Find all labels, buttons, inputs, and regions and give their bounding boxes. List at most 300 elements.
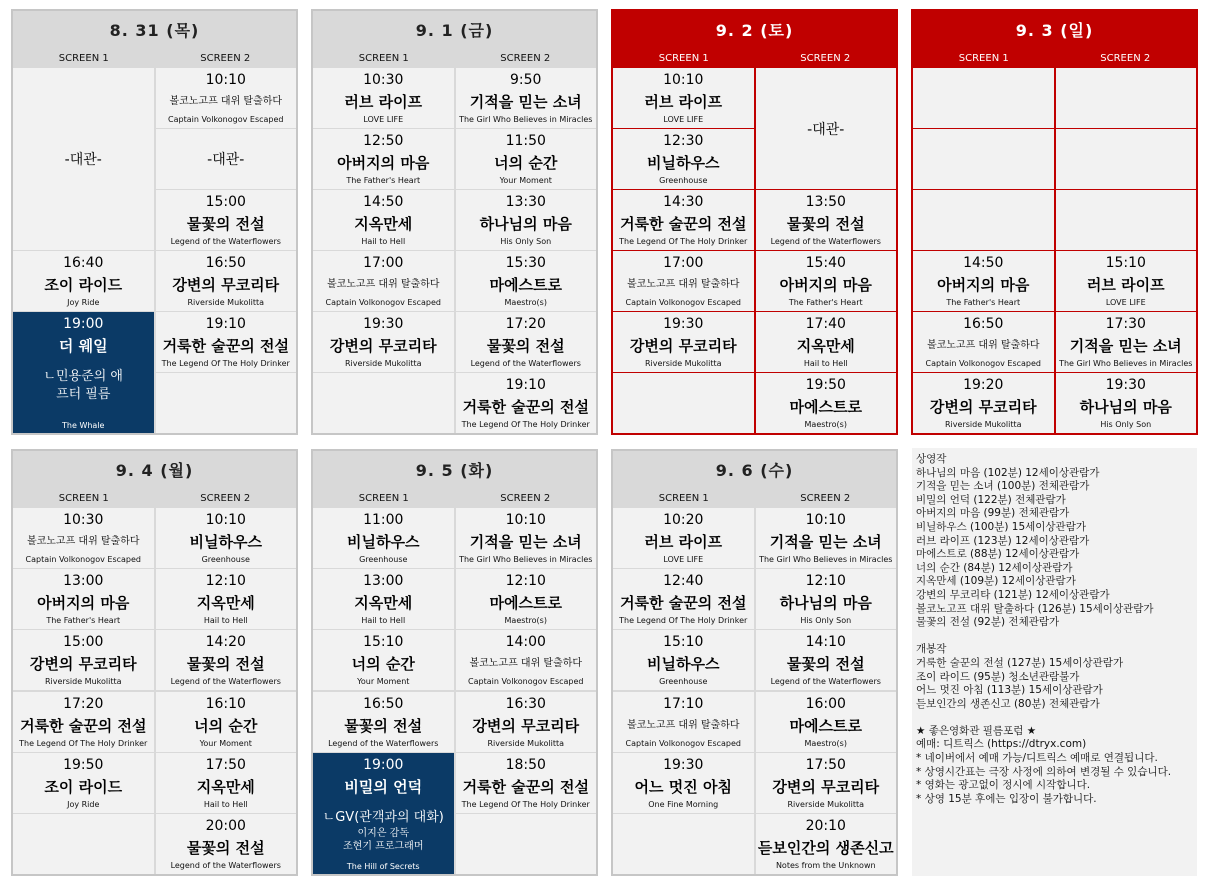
movie-title-en: Joy Ride <box>67 298 100 307</box>
showtime: 10:10 <box>205 512 246 528</box>
now-showing-item: 하나님의 마음 (102분) 12세이상관람가 <box>916 466 1100 479</box>
showtime-slot[interactable] <box>613 68 754 128</box>
guest-name: 조현기 프로그래머 <box>343 840 424 852</box>
showtime: 19:10 <box>205 316 246 332</box>
showtime: 14:30 <box>663 194 704 210</box>
movie-title-ko: 비닐하우스 <box>647 154 720 172</box>
movie-title-ko: 지옥만세 <box>196 594 255 613</box>
movie-title-en: LOVE LIFE <box>363 115 404 124</box>
showtime-slot[interactable] <box>13 692 154 752</box>
movie-title-ko: 볼코노고프 대위 탈출하다 <box>169 96 283 107</box>
schedule-grid <box>13 507 296 874</box>
screen-header: SCREEN 2 <box>500 53 551 64</box>
showtime: 17:10 <box>663 695 704 712</box>
screen-header: SCREEN 1 <box>58 493 109 504</box>
event-note: ㄴGV(관객과의 대화) <box>322 809 444 825</box>
movie-title-en: Captain Volkonogov Escaped <box>925 359 1041 368</box>
empty-slot <box>913 190 1054 250</box>
empty-slot <box>1056 190 1197 250</box>
movie-title-en: Legend of the Waterflowers <box>170 860 281 870</box>
movie-title-ko: 볼코노고프 대위 탈출하다 <box>26 536 140 547</box>
empty-slot <box>1056 129 1197 189</box>
closed-label: -대관- <box>64 152 102 168</box>
day-panel <box>11 449 298 876</box>
movie-title-ko: 볼코노고프 대위 탈출하다 <box>326 279 440 290</box>
movie-title-ko: 거룩한 술꾼의 전설 <box>20 716 147 735</box>
showtime: 15:10 <box>1105 255 1146 271</box>
movie-title-en: Captain Volkonogov Escaped <box>168 115 284 124</box>
showtime: 14:10 <box>805 634 846 651</box>
movie-title-ko: 거룩한 술꾼의 전설 <box>620 594 747 613</box>
movie-title-en: The Father's Heart <box>788 298 863 307</box>
showtime: 14:00 <box>505 634 546 651</box>
showtime-slot[interactable] <box>756 251 897 311</box>
showtime-slot[interactable] <box>156 251 297 311</box>
showtime: 12:10 <box>505 573 546 590</box>
movie-title-ko: 조이 라이드 <box>44 276 123 294</box>
movie-title-ko: 러브 라이프 <box>644 533 723 551</box>
showtime-slot[interactable] <box>456 373 597 433</box>
movie-title-en: Legend of the Waterflowers <box>170 237 281 246</box>
movie-title-en: The Legend Of The Holy Drinker <box>19 738 148 748</box>
showtime: 15:00 <box>63 634 104 651</box>
showtime-slot[interactable] <box>913 312 1054 372</box>
empty-slot <box>913 68 1054 128</box>
showtime-slot[interactable] <box>313 569 454 629</box>
showtime: 17:50 <box>205 756 246 773</box>
closed-slot <box>156 129 297 189</box>
movie-title-ko: 기적을 믿는 소녀 <box>1069 337 1182 355</box>
showtime: 19:00 <box>363 756 404 773</box>
movie-title-en: The Legend Of The Holy Drinker <box>461 420 590 429</box>
movie-title-ko: 아버지의 마음 <box>779 276 872 294</box>
movie-title-en: Captain Volkonogov Escaped <box>25 555 141 564</box>
day-panel <box>611 449 898 876</box>
now-showing-item: 너의 순간 (84분) 12세이상관람가 <box>916 561 1073 574</box>
showtime-slot[interactable] <box>156 569 297 629</box>
movie-title-ko: 물꽃의 전설 <box>786 215 865 233</box>
day-title: 9. 5 (화) <box>415 461 494 480</box>
screen-header: SCREEN 2 <box>1100 53 1151 64</box>
showtime-slot[interactable] <box>313 190 454 250</box>
showtime: 12:10 <box>805 573 846 590</box>
day-title: 9. 4 (월) <box>115 461 194 480</box>
notice-item: 예매: 디트릭스 (https://dtryx.com) <box>916 738 1087 751</box>
screen-column <box>613 507 755 874</box>
movie-title-ko: 더 웨일 <box>58 337 108 355</box>
showtime: 13:00 <box>63 573 104 590</box>
showtime-slot[interactable] <box>313 251 454 311</box>
movie-title-en: Legend of the Waterflowers <box>470 359 581 368</box>
movie-title-ko: 물꽃의 전설 <box>786 655 865 674</box>
movie-title-ko: 강변의 무코리타 <box>772 777 880 796</box>
showtime-slot[interactable] <box>756 312 897 372</box>
movie-title-en: The Legend Of The Holy Drinker <box>619 237 748 246</box>
opening-item: 어느 멋진 아침 (113분) 15세이상관람가 <box>916 684 1103 697</box>
showtime: 13:30 <box>505 194 546 210</box>
movie-title-ko: 너의 순간 <box>494 154 558 172</box>
movie-title-ko: 물꽃의 전설 <box>186 655 265 674</box>
movie-title-en: The Girl Who Believes in Miracles <box>459 555 593 564</box>
empty-slot <box>156 373 297 433</box>
movie-title-en: Hail to Hell <box>803 359 848 368</box>
closed-label: -대관- <box>207 152 245 168</box>
screen-column <box>313 67 455 433</box>
movie-title-en: The Legend Of The Holy Drinker <box>161 359 290 368</box>
empty-slot <box>613 373 754 433</box>
showtime: 16:50 <box>205 255 246 271</box>
showtime-slot[interactable] <box>456 190 597 250</box>
movie-title-en: Hail to Hell <box>361 616 406 626</box>
movie-title-en: Hail to Hell <box>361 237 406 246</box>
showtime-slot[interactable] <box>1056 251 1197 311</box>
showtime: 19:50 <box>63 756 104 773</box>
showtime: 17:40 <box>805 316 846 332</box>
movie-title-en: The Whale <box>62 421 105 430</box>
movie-title-ko: 아버지의 마음 <box>937 276 1030 294</box>
movie-title-en: One Fine Morning <box>648 799 719 809</box>
movie-title-en: Greenhouse <box>201 555 250 564</box>
screen-column <box>455 507 597 874</box>
showtime: 10:20 <box>663 512 704 528</box>
movie-title-en: His Only Son <box>1100 420 1152 429</box>
showtime: 15:00 <box>205 194 246 210</box>
showtime: 19:50 <box>805 377 846 393</box>
now-showing-item: 비밀의 언덕 (122분) 전체관람가 <box>916 493 1066 506</box>
showtime: 10:10 <box>205 72 246 88</box>
showtime-slot[interactable] <box>13 569 154 629</box>
movie-title-ko: 비닐하우스 <box>347 533 420 551</box>
movie-title-ko: 강변의 무코리타 <box>29 655 137 674</box>
movie-title-en: The Father's Heart <box>946 298 1021 307</box>
showtime: 15:40 <box>805 255 846 271</box>
showtime: 15:30 <box>505 255 546 271</box>
showtime-slot[interactable] <box>156 814 297 874</box>
movie-title-ko: 물꽃의 전설 <box>486 337 565 355</box>
now-showing-item: 아버지의 마음 (99분) 전체관람가 <box>916 507 1070 520</box>
screen-header: SCREEN 2 <box>200 53 251 64</box>
movie-title-ko: 볼코노고프 대위 탈출하다 <box>626 719 740 731</box>
movie-title-en: The Girl Who Believes in Miracles <box>759 555 893 564</box>
empty-slot <box>313 373 454 433</box>
schedule-grid <box>613 507 896 874</box>
movie-title-en: LOVE LIFE <box>1105 298 1146 307</box>
notice-item: * 네이버에서 예매 가능/디트릭스 예매로 연결됩니다. <box>916 752 1158 765</box>
movie-title-ko: 물꽃의 전설 <box>344 716 423 735</box>
showtime: 16:30 <box>505 695 546 712</box>
movie-title-ko: 어느 멋진 아침 <box>634 777 732 796</box>
screen-header: SCREEN 1 <box>658 493 709 504</box>
showtime-slot[interactable] <box>756 569 897 629</box>
movie-title-en: Your Moment <box>357 677 410 687</box>
movie-title-ko: 지옥만세 <box>796 337 855 355</box>
showtime-slot[interactable] <box>456 569 597 629</box>
showtime-slot[interactable] <box>456 129 597 189</box>
movie-title-ko: 지옥만세 <box>354 215 413 233</box>
movie-title-ko: 볼코노고프 대위 탈출하다 <box>469 658 583 670</box>
showtime-slot[interactable] <box>156 630 297 690</box>
showtime: 16:50 <box>963 316 1004 332</box>
day-panel <box>611 9 898 435</box>
screen-column <box>1055 67 1197 433</box>
movie-title-en: Hail to Hell <box>203 616 248 626</box>
showtime-slot[interactable] <box>13 508 154 568</box>
showtime: 11:00 <box>363 512 404 528</box>
movie-title-ko: 마에스트로 <box>789 716 862 735</box>
showtime-slot[interactable] <box>456 68 597 128</box>
spacer <box>313 799 454 809</box>
showtime-slot[interactable] <box>456 251 597 311</box>
movie-title-en: Greenhouse <box>359 555 408 564</box>
screen-column <box>155 507 297 874</box>
now-showing-item: 물꽃의 전설 (92분) 전체관람가 <box>916 616 1060 629</box>
showtime: 20:10 <box>805 817 846 834</box>
movie-title-en: Riverside Mukolitta <box>945 420 1022 429</box>
showtime-slot[interactable] <box>156 753 297 813</box>
event-note: ㄴ민용준의 애프터 필름 <box>43 369 123 402</box>
movie-title-en: Captain Volkonogov Escaped <box>625 298 741 307</box>
showtime: 12:10 <box>205 573 246 590</box>
showtime: 18:50 <box>505 756 546 773</box>
schedule-grid <box>313 67 596 433</box>
showtime-slot[interactable] <box>156 312 297 372</box>
closed-slot <box>13 68 154 250</box>
movie-title-en: Captain Volkonogov Escaped <box>325 298 441 307</box>
empty-slot <box>913 129 1054 189</box>
showtime-slot[interactable] <box>613 251 754 311</box>
movie-title-ko: 조이 라이드 <box>44 777 123 796</box>
showtime-slot[interactable] <box>156 692 297 752</box>
showtime-slot[interactable] <box>456 312 597 372</box>
movie-title-en: Maestro(s) <box>504 298 547 307</box>
showtime: 15:10 <box>363 634 404 651</box>
showtime-slot[interactable] <box>913 251 1054 311</box>
showtime-slot[interactable] <box>456 508 597 568</box>
showtime-slot[interactable] <box>1056 373 1197 433</box>
screen-column <box>755 507 897 874</box>
movie-title-ko: 강변의 무코리타 <box>472 716 580 735</box>
showtime-slot[interactable] <box>156 190 297 250</box>
movie-title-en: Legend of the Waterflowers <box>770 237 881 246</box>
movie-title-en: Your Moment <box>499 176 552 185</box>
movie-title-ko: 러브 라이프 <box>344 93 423 111</box>
showtime: 13:00 <box>363 573 404 590</box>
movie-title-ko: 너의 순간 <box>194 716 258 735</box>
showtime-slot[interactable] <box>756 814 897 874</box>
showtime-slot[interactable] <box>156 68 297 128</box>
showtime: 16:00 <box>805 695 846 712</box>
showtime: 12:30 <box>663 133 704 149</box>
schedule-grid <box>613 67 896 433</box>
movie-title-ko: 물꽃의 전설 <box>186 838 265 857</box>
movie-title-en: The Legend Of The Holy Drinker <box>461 799 590 809</box>
showtime: 17:20 <box>505 316 546 332</box>
schedule-grid <box>313 507 596 874</box>
showtime-slot[interactable] <box>13 312 154 433</box>
schedule-grid <box>913 67 1196 433</box>
day-title: 9. 3 (일) <box>1015 21 1094 40</box>
showtime-slot[interactable] <box>756 753 897 813</box>
movie-title-ko: 강변의 무코리타 <box>629 337 737 355</box>
showtime: 9:50 <box>510 72 542 88</box>
movie-title-ko: 마에스트로 <box>489 276 562 294</box>
showtime-slot[interactable] <box>613 190 754 250</box>
screen-header: SCREEN 1 <box>58 53 109 64</box>
showtime-slot[interactable] <box>756 373 897 433</box>
screen-header: SCREEN 2 <box>500 493 551 504</box>
showtime-slot[interactable] <box>613 753 754 813</box>
movie-title-ko: 기적을 믿는 소녀 <box>769 533 882 551</box>
screen-header: SCREEN 2 <box>800 53 851 64</box>
spacer <box>13 358 154 368</box>
now-showing-item: 마에스트로 (88분) 12세이상관람가 <box>916 548 1080 561</box>
showtime: 14:50 <box>363 194 404 210</box>
showtime-slot[interactable] <box>313 630 454 690</box>
movie-title-ko: 마에스트로 <box>789 398 862 416</box>
showtime-slot[interactable] <box>456 753 597 813</box>
screen-column <box>13 507 155 874</box>
showtime: 11:50 <box>505 133 546 149</box>
showtime-slot[interactable] <box>613 569 754 629</box>
now-showing-item: 강변의 무코리타 (121분) 12세이상관람가 <box>916 588 1110 601</box>
movie-title-ko: 러브 라이프 <box>644 93 723 111</box>
movie-title-ko: 러브 라이프 <box>1086 276 1165 294</box>
movie-title-en: Riverside Mukolitta <box>345 359 422 368</box>
showtime-slot[interactable] <box>1056 312 1197 372</box>
showtime-slot[interactable] <box>313 692 454 752</box>
screen-header: SCREEN 1 <box>358 493 409 504</box>
showtime-slot[interactable] <box>613 692 754 752</box>
showtime-slot[interactable] <box>613 312 754 372</box>
showtime: 13:50 <box>805 194 846 210</box>
notice-item: * 상영 15분 후에는 입장이 불가합니다. <box>916 792 1097 805</box>
movie-title-en: Hail to Hell <box>203 799 248 809</box>
movie-title-en: The Girl Who Believes in Miracles <box>1059 359 1193 368</box>
empty-slot <box>613 814 754 874</box>
movie-title-en: Riverside Mukolitta <box>487 738 564 748</box>
showtime: 17:50 <box>805 756 846 773</box>
showtime-slot[interactable] <box>313 129 454 189</box>
movie-title-en: Riverside Mukolitta <box>45 677 122 687</box>
showtime-slot[interactable] <box>756 692 897 752</box>
showtime-slot[interactable] <box>756 190 897 250</box>
day-panel <box>311 449 598 876</box>
showtime-slot[interactable] <box>13 251 154 311</box>
movie-title-ko: 거룩한 술꾼의 전설 <box>620 215 747 233</box>
showtime-slot[interactable] <box>13 630 154 690</box>
showtime: 10:10 <box>805 512 846 528</box>
movie-title-en: Maestro(s) <box>804 738 847 748</box>
showtime-slot[interactable] <box>156 508 297 568</box>
movie-title-ko: 비닐하우스 <box>647 655 720 674</box>
showtime: 19:30 <box>663 316 704 332</box>
showtime-slot[interactable] <box>313 508 454 568</box>
empty-slot <box>456 814 597 874</box>
opening-item: 조이 라이드 (95분) 청소년관람불가 <box>916 670 1080 683</box>
showtime-slot[interactable] <box>313 312 454 372</box>
showtime: 10:30 <box>63 512 104 528</box>
empty-slot <box>13 814 154 874</box>
notice-item: * 영화는 광고없이 정시에 시작합니다. <box>916 779 1091 792</box>
showtime-slot[interactable] <box>13 753 154 813</box>
movie-title-ko: 거룩한 술꾼의 전설 <box>462 398 589 416</box>
movie-title-ko: 강변의 무코리타 <box>929 398 1037 416</box>
screen-header: SCREEN 2 <box>800 493 851 504</box>
showtime-slot[interactable] <box>456 692 597 752</box>
showtime-slot[interactable] <box>613 508 754 568</box>
guest-name: 이지은 감독 <box>357 827 409 839</box>
movie-title-ko: 볼코노고프 대위 탈출하다 <box>926 340 1040 351</box>
movie-title-en: Captain Volkonogov Escaped <box>468 677 584 687</box>
movie-title-ko: 비밀의 언덕 <box>344 777 423 796</box>
screen-column <box>613 67 755 433</box>
screen-column <box>755 67 897 433</box>
movie-title-en: Legend of the Waterflowers <box>170 677 281 687</box>
movie-title-ko: 하나님의 마음 <box>779 594 872 613</box>
movie-title-en: Maestro(s) <box>504 616 547 626</box>
movie-title-ko: 지옥만세 <box>354 594 413 613</box>
showtime-slot[interactable] <box>313 753 454 874</box>
movie-title-en: Maestro(s) <box>804 420 847 429</box>
showtime-slot[interactable] <box>613 129 754 189</box>
showtime-slot[interactable] <box>756 508 897 568</box>
showtime: 10:30 <box>363 72 404 88</box>
showtime-slot[interactable] <box>913 373 1054 433</box>
day-panel <box>311 9 598 435</box>
opening-item: 듣보인간의 생존신고 (80분) 전체관람가 <box>916 697 1100 710</box>
movie-title-ko: 강변의 무코리타 <box>172 276 280 294</box>
showtime-slot[interactable] <box>313 68 454 128</box>
movie-title-ko: 물꽃의 전설 <box>186 215 265 233</box>
now-showing-item: 비닐하우스 (100분) 15세이상관람가 <box>916 520 1086 533</box>
spacer <box>916 711 1193 725</box>
now-showing-item: 볼코노고프 대위 탈출하다 (126분) 15세이상관람가 <box>916 602 1154 615</box>
showtime: 17:20 <box>63 695 104 712</box>
notice-item: * 상영시간표는 극장 사정에 의하여 변경될 수 있습니다. <box>916 765 1172 778</box>
day-panel <box>11 9 298 435</box>
screen-column <box>155 67 297 433</box>
showtime-slot[interactable] <box>756 630 897 690</box>
movie-title-en: Legend of the Waterflowers <box>770 677 881 687</box>
screen-column <box>13 67 155 433</box>
opening-item: 거룩한 술꾼의 전설 (127분) 15세이상관람가 <box>916 656 1124 669</box>
movie-title-en: Notes from the Unknown <box>775 860 876 870</box>
showtime: 17:30 <box>1105 316 1146 332</box>
showtime: 20:00 <box>205 817 246 834</box>
day-title: 9. 6 (수) <box>715 461 794 480</box>
showtime: 14:50 <box>963 255 1004 271</box>
showtime: 17:00 <box>363 255 404 271</box>
showtime: 19:20 <box>963 377 1004 393</box>
screen-column <box>913 67 1055 433</box>
showtime: 19:30 <box>663 756 704 773</box>
showtime: 19:30 <box>1105 377 1146 393</box>
movie-title-ko: 하나님의 마음 <box>1079 398 1172 416</box>
movie-title-en: His Only Son <box>500 237 552 246</box>
screen-header: SCREEN 1 <box>958 53 1009 64</box>
movie-title-en: LOVE LIFE <box>663 555 704 564</box>
section-title-opening: 개봉작 <box>916 643 947 656</box>
showtime-slot[interactable] <box>613 630 754 690</box>
movie-title-ko: 아버지의 마음 <box>37 594 130 613</box>
showtime-slot[interactable] <box>456 630 597 690</box>
screen-column <box>313 507 455 874</box>
movie-title-ko: 마에스트로 <box>489 594 562 613</box>
movie-title-en: Riverside Mukolitta <box>787 799 864 809</box>
movie-title-en: Greenhouse <box>659 677 708 687</box>
movie-title-en: His Only Son <box>800 616 852 626</box>
section-title-now-showing: 상영작 <box>916 453 947 465</box>
